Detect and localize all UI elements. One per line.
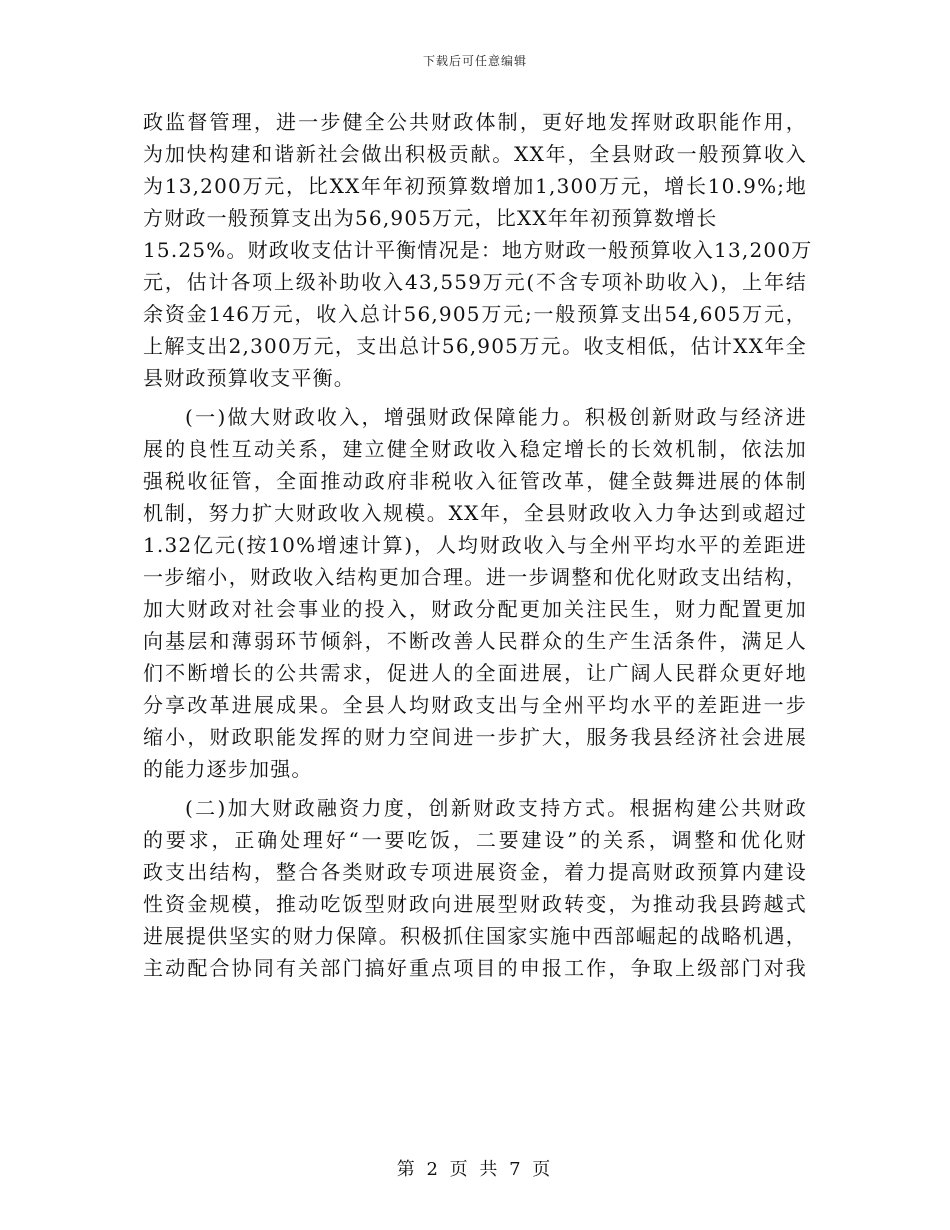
- text-line: 分享改革进展成果。全县人均财政支出与全州平均水平的差距进一步: [143, 693, 807, 717]
- text-line: 一步缩小，财政收入结构更加合理。进一步调整和优化财政支出结构，: [143, 565, 807, 589]
- text-line: 展的良性互动关系，建立健全财政收入稳定增长的长效机制，依法加: [143, 437, 807, 461]
- text-line: 强税收征管，全面推动政府非税收入征管改革，健全鼓舞进展的体制: [143, 469, 807, 493]
- text-line: 为加快构建和谐新社会做出积极贡献。XX年，全县财政一般预算收入: [143, 142, 807, 166]
- text-line: 缩小，财政职能发挥的财力空间进一步扩大，服务我县经济社会进展: [143, 725, 807, 749]
- text-line: 进展提供坚实的财力保障。积极抓住国家实施中西部崛起的战略机遇，: [143, 924, 807, 948]
- text-line: 性资金规模，推动吃饭型财政向进展型财政转变，为推动我县跨越式: [143, 892, 807, 916]
- text-line: (一)做大财政收入，增强财政保障能力。积极创新财政与经济进: [185, 405, 807, 429]
- text-line: 政监督管理，进一步健全公共财政体制，更好地发挥财政职能作用，: [143, 110, 807, 134]
- text-line: 县财政预算收支平衡。: [143, 366, 355, 390]
- paragraph-1: [143, 106, 813, 394]
- text-line: 的能力逐步加强。: [143, 757, 313, 781]
- text-line: 15.25%。财政收支估计平衡情况是：地方财政一般预算收入13,200万: [143, 238, 813, 262]
- paragraph-2: [143, 401, 807, 785]
- document-body: [143, 106, 813, 984]
- text-line: 向基层和薄弱环节倾斜，不断改善人民群众的生产生活条件，满足人: [143, 629, 807, 653]
- text-line: 余资金146万元，收入总计56,905万元;一般预算支出54,605万元，: [143, 302, 807, 326]
- text-line: 政支出结构，整合各类财政专项进展资金，着力提高财政预算内建设: [143, 860, 807, 884]
- text-line: 方财政一般预算支出为56,905万元，比XX年年初预算数增长: [143, 206, 718, 230]
- text-line: 机制，努力扩大财政收入规模。XX年，全县财政收入力争达到或超过: [143, 501, 807, 525]
- text-line: (二)加大财政融资力度，创新财政支持方式。根据构建公共财政: [185, 796, 807, 820]
- text-line: 们不断增长的公共需求，促进人的全面进展，让广阔人民群众更好地: [143, 661, 807, 685]
- text-line: 元，估计各项上级补助收入43,559万元(不含专项补助收入)，上年结: [143, 270, 807, 294]
- text-line: 为13,200万元，比XX年年初预算数增加1,300万元，增长10.9%;地: [143, 174, 807, 198]
- text-line: 上解支出2,300万元，支出总计56,905万元。收支相低，估计XX年全: [143, 334, 807, 358]
- page-footer: 第 2 页 共 7 页: [396, 1159, 554, 1180]
- paragraph-3: [143, 792, 807, 984]
- text-line: 的要求，正确处理好“一要吃饭，二要建设”的关系，调整和优化财: [143, 828, 807, 852]
- page-header: 下载后可任意编辑: [422, 54, 527, 68]
- text-line: 主动配合协同有关部门搞好重点项目的申报工作，争取上级部门对我: [143, 956, 807, 980]
- text-line: 1.32亿元(按10%增速计算)，人均财政收入与全州平均水平的差距进: [143, 533, 807, 557]
- text-line: 加大财政对社会事业的投入，财政分配更加关注民生，财力配置更加: [143, 597, 807, 621]
